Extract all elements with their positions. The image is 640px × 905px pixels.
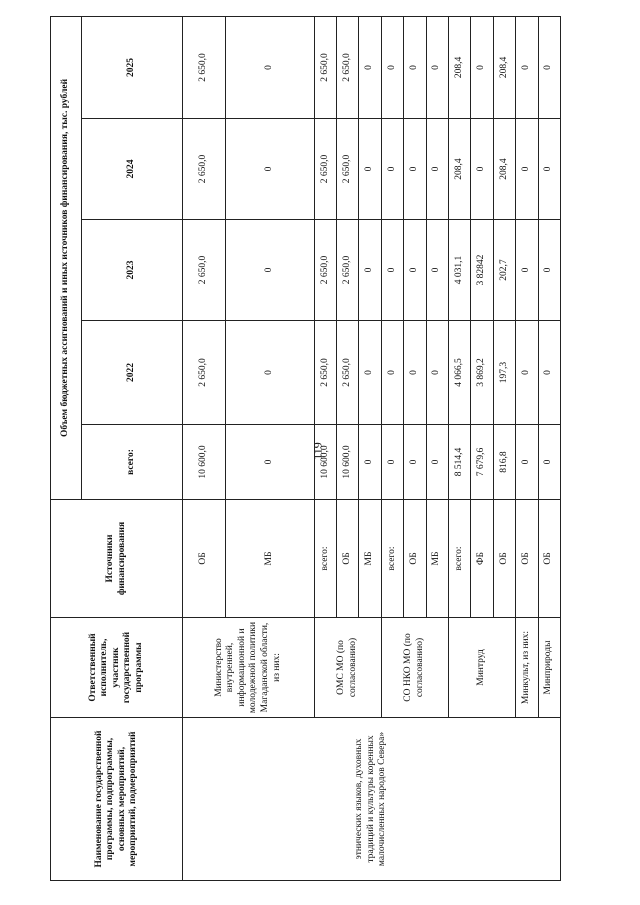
- value-cell: 0: [359, 425, 381, 500]
- responsible-minkult: Минкульт, из них:: [516, 618, 538, 718]
- value-cell: 0: [381, 16, 403, 118]
- header-2025: 2025: [81, 16, 183, 118]
- value-cell: 2 650,0: [183, 321, 226, 425]
- value-cell: 3 82842: [471, 220, 493, 321]
- value-cell: 0: [226, 220, 315, 321]
- header-responsible: Ответственный исполнитель, участник государственной программы: [51, 618, 183, 718]
- responsible-mintrud: Минтруд: [448, 618, 515, 718]
- source-cell: ОБ: [337, 500, 359, 618]
- value-cell: 0: [359, 220, 381, 321]
- value-cell: 10 600,0: [314, 425, 336, 500]
- header-2024: 2024: [81, 119, 183, 220]
- value-cell: 208,4: [493, 16, 515, 118]
- value-cell: 0: [516, 220, 538, 321]
- value-cell: 197,3: [493, 321, 515, 425]
- value-cell: 2 650,0: [183, 119, 226, 220]
- source-cell: ОБ: [538, 500, 560, 618]
- value-cell: 0: [538, 425, 560, 500]
- value-cell: 0: [404, 119, 426, 220]
- value-cell: 208,4: [493, 119, 515, 220]
- source-cell: ОБ: [183, 500, 226, 618]
- source-cell: МБ: [426, 500, 448, 618]
- value-cell: 816,8: [493, 425, 515, 500]
- source-cell: всего:: [314, 500, 336, 618]
- value-cell: 10 600,0: [337, 425, 359, 500]
- value-cell: 0: [516, 321, 538, 425]
- value-cell: 0: [538, 119, 560, 220]
- value-cell: 10 600,0: [183, 425, 226, 500]
- value-cell: 0: [538, 220, 560, 321]
- value-cell: 0: [404, 425, 426, 500]
- value-cell: 2 650,0: [337, 119, 359, 220]
- value-cell: 0: [359, 321, 381, 425]
- value-cell: 0: [426, 425, 448, 500]
- value-cell: 0: [516, 16, 538, 118]
- value-cell: 0: [404, 321, 426, 425]
- value-cell: 0: [359, 119, 381, 220]
- program-name-cell: этнических языков, духовных традиций и культуры коренных малочисленных народов Севера»: [183, 718, 561, 881]
- value-cell: 0: [226, 321, 315, 425]
- value-cell: 2 650,0: [183, 220, 226, 321]
- value-cell: 0: [404, 16, 426, 118]
- value-cell: 0: [538, 321, 560, 425]
- value-cell: 0: [359, 16, 381, 118]
- value-cell: 202,7: [493, 220, 515, 321]
- responsible-ministry: Министерство внутренней, информационной и молодежной политики Магаданской области, из них:: [183, 618, 314, 718]
- source-cell: МБ: [359, 500, 381, 618]
- value-cell: 0: [404, 220, 426, 321]
- value-cell: 208,4: [448, 119, 470, 220]
- value-cell: 2 650,0: [314, 220, 336, 321]
- value-cell: 0: [471, 16, 493, 118]
- header-sources: Источники финансирования: [51, 500, 183, 618]
- value-cell: 0: [471, 119, 493, 220]
- value-cell: 0: [226, 425, 315, 500]
- responsible-sonko: СО НКО МО (по согласованию): [381, 618, 448, 718]
- header-2022: 2022: [81, 321, 183, 425]
- financing-table: [50, 16, 561, 881]
- value-cell: 0: [516, 119, 538, 220]
- value-cell: 2 650,0: [337, 16, 359, 118]
- header-volume: Объем бюджетных ассигнований и иных источников финансирования, тыс. рублей: [51, 16, 82, 499]
- source-cell: ОБ: [493, 500, 515, 618]
- header-2023: 2023: [81, 220, 183, 321]
- source-cell: ОБ: [404, 500, 426, 618]
- source-cell: МБ: [226, 500, 315, 618]
- value-cell: 2 650,0: [314, 119, 336, 220]
- value-cell: 2 650,0: [337, 321, 359, 425]
- source-cell: ФБ: [471, 500, 493, 618]
- value-cell: 2 650,0: [314, 321, 336, 425]
- value-cell: 0: [381, 119, 403, 220]
- value-cell: 2 650,0: [314, 16, 336, 118]
- value-cell: 3 869,2: [471, 321, 493, 425]
- value-cell: 0: [381, 425, 403, 500]
- value-cell: 0: [381, 321, 403, 425]
- value-cell: 8 514,4: [448, 425, 470, 500]
- value-cell: 0: [426, 119, 448, 220]
- value-cell: 0: [426, 16, 448, 118]
- source-cell: всего:: [448, 500, 470, 618]
- value-cell: 7 679,6: [471, 425, 493, 500]
- value-cell: 0: [516, 425, 538, 500]
- rotated-table-container: [50, 17, 561, 881]
- value-cell: 0: [226, 16, 315, 118]
- value-cell: 0: [538, 16, 560, 118]
- value-cell: 208,4: [448, 16, 470, 118]
- value-cell: 4 066,5: [448, 321, 470, 425]
- value-cell: 0: [426, 321, 448, 425]
- value-cell: 0: [426, 220, 448, 321]
- header-name: Наименование государственной программы, подпрограммы, основных мероприятий, мероприятий, подмероприятий: [51, 718, 183, 881]
- value-cell: 0: [381, 220, 403, 321]
- value-cell: 2 650,0: [183, 16, 226, 118]
- value-cell: 4 031,1: [448, 220, 470, 321]
- value-cell: 0: [226, 119, 315, 220]
- value-cell: 2 650,0: [337, 220, 359, 321]
- page-number: 119: [310, 442, 325, 460]
- responsible-minprirody: Минприроды: [538, 618, 560, 718]
- source-cell: ОБ: [516, 500, 538, 618]
- responsible-oms: ОМС МО (по согласованию): [314, 618, 381, 718]
- header-total: всего:: [81, 425, 183, 500]
- source-cell: всего:: [381, 500, 403, 618]
